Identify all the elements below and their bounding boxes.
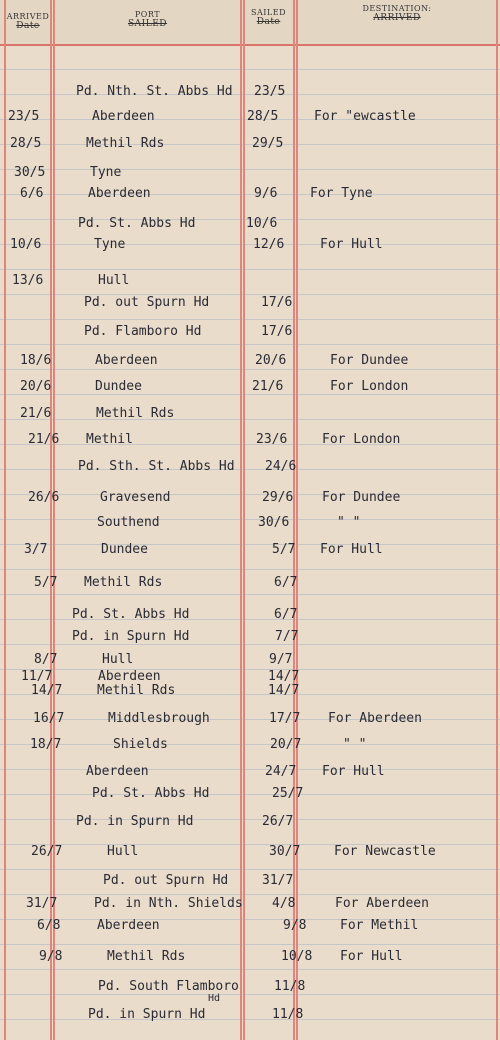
header-destination-struck: ARRIVED [373, 13, 421, 23]
header-sailed-struck: Date [256, 17, 281, 27]
sailed-date: 17/7 [269, 711, 301, 726]
arrived-date: 9/8 [39, 949, 63, 964]
arrived-date: 10/6 [10, 237, 42, 252]
arrived-date: 3/7 [24, 542, 48, 557]
sailed-date: 25/7 [272, 786, 304, 801]
port-name: Methil [86, 432, 133, 447]
destination-entry: For Hull [320, 237, 383, 252]
sailed-date: 23/6 [256, 432, 288, 447]
port-name: Pd. South Flamboro [98, 979, 239, 994]
arrived-date: 31/7 [26, 896, 58, 911]
sailed-date: 6/7 [274, 575, 298, 590]
sailed-date: 9/6 [254, 186, 278, 201]
arrived-date: 8/7 [34, 652, 58, 667]
port-name: Pd. St. Abbs Hd [78, 216, 196, 231]
port-name: Pd. in Spurn Hd [76, 814, 194, 829]
column-rule [4, 0, 6, 1040]
sailed-date: 20/6 [255, 353, 287, 368]
port-name: Tyne [94, 237, 126, 252]
column-rule [243, 0, 245, 1040]
sailed-date: 5/7 [272, 542, 296, 557]
arrived-date: 20/6 [20, 379, 52, 394]
sailed-date: 30/6 [258, 515, 290, 530]
port-name: Pd. in Spurn Hd [88, 1007, 206, 1022]
sailed-date: 7/7 [275, 629, 299, 644]
header-arrived-label: ARRIVED [6, 12, 50, 21]
port-name: Dundee [95, 379, 142, 394]
arrived-date: 23/5 [8, 109, 40, 124]
port-name: Methil Rds [107, 949, 186, 964]
sailed-date: 31/7 [262, 873, 294, 888]
sailed-date: 6/7 [274, 607, 298, 622]
destination-entry: For London [322, 432, 401, 447]
arrived-date: 26/6 [28, 490, 60, 505]
destination-entry: For Aberdeen [335, 896, 429, 911]
sailed-date: 17/6 [261, 295, 293, 310]
sailed-date: 9/8 [283, 918, 307, 933]
port-name: Dundee [101, 542, 148, 557]
destination-entry: For Tyne [310, 186, 373, 201]
arrived-date: 11/7 [21, 669, 53, 684]
destination-entry: For "ewcastle [314, 109, 416, 124]
arrived-date: 13/6 [12, 273, 44, 288]
destination-entry: For Hull [322, 764, 385, 779]
header-destination [298, 4, 496, 23]
port-name: Hull [102, 652, 134, 667]
arrived-date: 16/7 [33, 711, 65, 726]
port-name: Aberdeen [88, 186, 151, 201]
port-name: Pd. in Nth. Shields [94, 896, 243, 911]
sailed-date: 28/5 [247, 109, 279, 124]
sailed-date: 17/6 [261, 324, 293, 339]
port-name: Methil Rds [86, 136, 165, 151]
arrived-date: 6/6 [20, 186, 44, 201]
arrived-date: 21/6 [20, 406, 52, 421]
port-name: Tyne [90, 165, 122, 180]
port-name: Pd. out Spurn Hd [103, 873, 229, 888]
arrived-date: 28/5 [10, 136, 42, 151]
column-rule [296, 0, 298, 1040]
port-name: Hull [107, 844, 139, 859]
destination-entry: For Hull [340, 949, 403, 964]
port-name: Methil Rds [96, 406, 175, 421]
sailed-date: 24/6 [265, 459, 297, 474]
sailed-date: 10/8 [281, 949, 313, 964]
port-name: Pd. St. Abbs Hd [92, 786, 210, 801]
sailed-date: 24/7 [265, 764, 297, 779]
sailed-date: 4/8 [272, 896, 296, 911]
arrived-date: 5/7 [34, 575, 58, 590]
port-name: Southend [97, 515, 160, 530]
port-name: Aberdeen [95, 353, 158, 368]
destination-entry: For Methil [340, 918, 419, 933]
column-rule [53, 0, 55, 1040]
header-arrived [6, 12, 50, 31]
sailed-date: 20/7 [270, 737, 302, 752]
arrived-date: 21/6 [28, 432, 60, 447]
arrived-date: 6/8 [37, 918, 61, 933]
destination-entry: For London [330, 379, 409, 394]
column-rule [240, 0, 242, 1040]
sailed-date: 14/7 [268, 683, 300, 698]
port-name: Pd. St. Abbs Hd [72, 607, 190, 622]
sailed-date: 29/5 [252, 136, 284, 151]
port-name: Pd. Sth. St. Abbs Hd [78, 459, 235, 474]
destination-entry: For Aberdeen [328, 711, 422, 726]
destination-entry: " " [343, 737, 367, 752]
arrived-date: 18/6 [20, 353, 52, 368]
port-name: Shields [113, 737, 168, 752]
sailed-date: 30/7 [269, 844, 301, 859]
port-name: Pd. Nth. St. Abbs Hd [76, 84, 233, 99]
port-name: Middlesbrough [108, 711, 210, 726]
sailed-date: 21/6 [252, 379, 284, 394]
sailed-date: 11/8 [272, 1007, 304, 1022]
port-name: Pd. out Spurn Hd [84, 295, 210, 310]
arrived-date: 30/5 [14, 165, 46, 180]
header-port-struck: SAILED [128, 19, 167, 29]
sailed-date: 23/5 [254, 84, 286, 99]
sailed-date: 9/7 [269, 652, 293, 667]
port-name: Methil Rds [84, 575, 163, 590]
header-arrived-struck: Date [16, 21, 40, 31]
sailed-date: 29/6 [262, 490, 294, 505]
header-destination-label: DESTINATION: [362, 4, 432, 13]
arrived-date: 14/7 [31, 683, 63, 698]
header-port-label: PORT [134, 10, 161, 19]
header-port [55, 10, 240, 29]
port-name: Methil Rds [97, 683, 176, 698]
sailed-date: 11/8 [274, 979, 306, 994]
destination-entry: " " [337, 515, 361, 530]
arrived-date: 26/7 [31, 844, 63, 859]
port-name: Aberdeen [86, 764, 149, 779]
sailed-date: 14/7 [268, 669, 300, 684]
sailed-date: 12/6 [253, 237, 285, 252]
column-rule [50, 0, 52, 1040]
column-rule [496, 0, 498, 1040]
arrived-date: 18/7 [30, 737, 62, 752]
destination-entry: For Dundee [322, 490, 401, 505]
port-name: Aberdeen [97, 918, 160, 933]
destination-entry: For Dundee [330, 353, 409, 368]
destination-entry: For Newcastle [334, 844, 436, 859]
port-name: Pd. Flamboro Hd [84, 324, 202, 339]
port-name-continuation: Hd [208, 993, 221, 1004]
destination-entry: For Hull [320, 542, 383, 557]
port-name: Aberdeen [98, 669, 161, 684]
sailed-date: 26/7 [262, 814, 294, 829]
port-name: Hull [98, 273, 130, 288]
header-sailed-label: SAILED [251, 8, 286, 17]
sailed-date: 10/6 [246, 216, 278, 231]
header-sailed [244, 8, 293, 27]
port-name: Pd. in Spurn Hd [72, 629, 190, 644]
port-name: Gravesend [100, 490, 171, 505]
port-name: Aberdeen [92, 109, 155, 124]
